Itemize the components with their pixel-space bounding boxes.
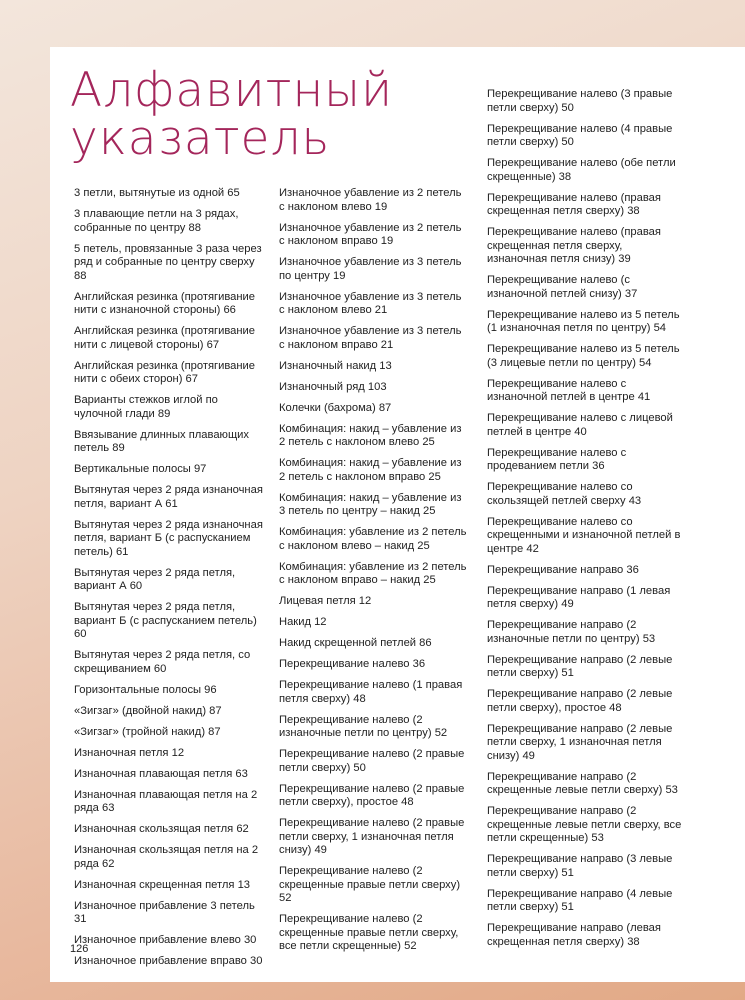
index-column-1 [74, 187, 264, 976]
index-entry: Перекрещивание налево (правая скрещенная петля сверху) 38 [487, 191, 661, 217]
index-entry: Перекрещивание налево (2 скрещенные правые петли сверху, все петли скрещенные) 52 [279, 913, 459, 952]
index-entry: Вытянутая через 2 ряда петля, со скрещиванием 60 [74, 649, 251, 675]
index-entry: Перекрещивание налево с изнаночной петлей в центре 41 [487, 377, 651, 403]
page-number: 126 [70, 943, 89, 955]
index-entry: Перекрещивание направо (3 левые петли сверху) 51 [487, 853, 673, 879]
index-entry: Изнаночное убавление из 2 петель с наклоном влево 19 [279, 187, 462, 213]
index-entry: Перекрещивание налево (2 правые петли сверху) 50 [279, 748, 465, 774]
index-entry: Перекрещивание налево со скрещенными и изнаночной петлей в центре 42 [487, 515, 681, 555]
index-entry: Комбинация: накид – убавление из 3 петель по центру – накид 25 [279, 491, 462, 517]
index-entry: Перекрещивание направо (1 левая петля сверху) 49 [487, 584, 671, 610]
index-entry: Комбинация: убавление из 2 петель с наклоном влево – накид 25 [279, 526, 467, 552]
index-entry: Перекрещивание налево со скользящей петлей сверху 43 [487, 481, 642, 507]
index-entry: Перекрещивание направо (2 скрещенные левые петли сверху) 53 [487, 770, 678, 796]
index-entry: Перекрещивание направо (2 скрещенные левые петли сверху, все петли скрещенные) 53 [487, 805, 682, 844]
index-entry: Вертикальные полосы 97 [74, 463, 207, 475]
index-entry: Перекрещивание налево (правая скрещенная петля сверху, изнаночная петля снизу) 39 [487, 226, 661, 265]
index-entry: Английская резинка (протягивание нити с обеих сторон) 67 [74, 359, 256, 385]
index-entry: Перекрещивание направо (2 левые петли сверху) 51 [487, 653, 673, 679]
index-entry: Английская резинка (протягивание нити с лицевой стороны) 67 [74, 325, 256, 351]
page-title [70, 63, 394, 166]
index-entry: Перекрещивание направо (2 левые петли сверху), простое 48 [487, 688, 673, 714]
index-entry: Перекрещивание налево (1 правая петля сверху) 48 [279, 679, 463, 705]
index-entry: Комбинация: убавление из 2 петель с наклоном вправо – накид 25 [279, 560, 467, 586]
index-entry: Изнаночный накид 13 [279, 359, 392, 372]
index-entry: Перекрещивание налево (2 изнаночные петли по центру) 52 [279, 713, 448, 739]
index-entry: Английская резинка (протягивание нити с изнаночной стороны) 66 [74, 290, 256, 316]
index-entry: Изнаночное убавление из 3 петель с наклоном вправо 21 [279, 325, 462, 351]
index-entry: Перекрещивание направо (2 левые петли сверху, 1 изнаночная петля снизу) 49 [487, 722, 673, 762]
index-column-3 [487, 88, 682, 957]
index-entry: Вытянутая через 2 ряда петля, вариант А 60 [74, 566, 236, 592]
index-entry: Перекрещивание налево из 5 петель (3 лицевые петли по центру) 54 [487, 343, 680, 369]
index-entry: Комбинация: накид – убавление из 2 петель с наклоном влево 25 [279, 422, 462, 448]
index-entry: 3 плавающие петли на 3 рядах, собранные по центру 88 [74, 208, 239, 234]
index-entry: Перекрещивание налево (4 правые петли сверху) 50 [487, 122, 673, 148]
index-entry: Изнаночное прибавление влево 30 [74, 934, 257, 946]
index-entry: Перекрещивание налево с лицевой петлей в центре 40 [487, 412, 673, 438]
index-entry: Перекрещивание налево (обе петли скрещенные) 38 [487, 157, 676, 183]
index-page [50, 47, 745, 982]
index-entry: Вытянутая через 2 ряда петля, вариант Б (с распусканием петель) 60 [74, 601, 257, 640]
index-entry: Горизонтальные полосы 96 [74, 683, 217, 696]
index-entry: Изнаночный ряд 103 [279, 380, 387, 393]
index-entry: Перекрещивание налево (2 правые петли сверху, 1 изнаночная петля снизу) 49 [279, 817, 465, 856]
index-entry: Лицевая петля 12 [279, 595, 372, 607]
index-entry: 3 петли, вытянутые из одной 65 [74, 187, 240, 199]
index-entry: Изнаночное убавление из 3 петель с наклоном влево 21 [279, 290, 462, 316]
index-entry: Перекрещивание налево с продеванием петли 36 [487, 446, 627, 472]
index-entry: Варианты стежков иглой по чулочной глади 89 [74, 394, 218, 420]
index-entry: Колечки (бахрома) 87 [279, 401, 392, 414]
index-entry: «Зигзаг» (тройной накид) 87 [74, 725, 221, 738]
index-entry: Изнаночное прибавление вправо 30 [74, 955, 263, 967]
index-entry: Перекрещивание направо (левая скрещенная петля сверху) 38 [487, 922, 661, 948]
index-entry: Изнаночная петля 12 [74, 746, 185, 759]
index-entry: Изнаночное прибавление 3 петель 31 [74, 899, 255, 925]
index-column-2 [279, 187, 469, 961]
index-entry: Изнаночное убавление из 2 петель с наклоном вправо 19 [279, 221, 462, 247]
index-entry: Ввязывание длинных плавающих петель 89 [74, 428, 249, 454]
index-entry: Вытянутая через 2 ряда изнаночная петля, вариант Б (с распусканием петель) 61 [74, 518, 263, 558]
index-entry: Перекрещивание направо 36 [487, 563, 639, 576]
index-entry: Перекрещивание налево (2 правые петли сверху), простое 48 [279, 782, 465, 808]
index-entry: Перекрещивание налево (с изнаночной петлей снизу) 37 [487, 274, 638, 300]
index-entry: Перекрещивание направо (2 изнаночные петли по центру) 53 [487, 619, 656, 645]
index-entry: Изнаночная плавающая петля на 2 ряда 63 [74, 788, 258, 814]
index-entry: 5 петель, провязанные 3 раза через ряд и собранные по центру сверху 88 [74, 242, 262, 282]
title-line-1: Алфавитный [70, 63, 394, 118]
index-entry: Перекрещивание направо (4 левые петли сверху) 51 [487, 887, 673, 913]
index-entry: Перекрещивание налево из 5 петель (1 изнаночная петля по центру) 54 [487, 308, 680, 334]
index-entry: Вытянутая через 2 ряда изнаночная петля, вариант А 61 [74, 484, 263, 510]
index-entry: Перекрещивание налево 36 [279, 658, 426, 670]
index-entry: Изнаночная плавающая петля 63 [74, 767, 248, 780]
index-entry: Изнаночная скользящая петля 62 [74, 823, 249, 835]
index-entry: Изнаночная скрещенная петля 13 [74, 878, 251, 891]
index-entry: Перекрещивание налево (2 скрещенные правые петли сверху) 52 [279, 865, 461, 904]
index-entry: Накид скрещенной петлей 86 [279, 637, 432, 649]
index-entry: Изнаночное убавление из 3 петель по центру 19 [279, 256, 462, 282]
index-entry: Изнаночная скользящая петля на 2 ряда 62 [74, 844, 259, 870]
index-entry: Накид 12 [279, 616, 327, 628]
title-line-2: указатель [70, 111, 331, 166]
index-entry: «Зигзаг» (двойной накид) 87 [74, 704, 222, 717]
index-entry: Перекрещивание налево (3 правые петли сверху) 50 [487, 88, 673, 114]
index-entry: Комбинация: накид – убавление из 2 петель с наклоном вправо 25 [279, 457, 462, 483]
